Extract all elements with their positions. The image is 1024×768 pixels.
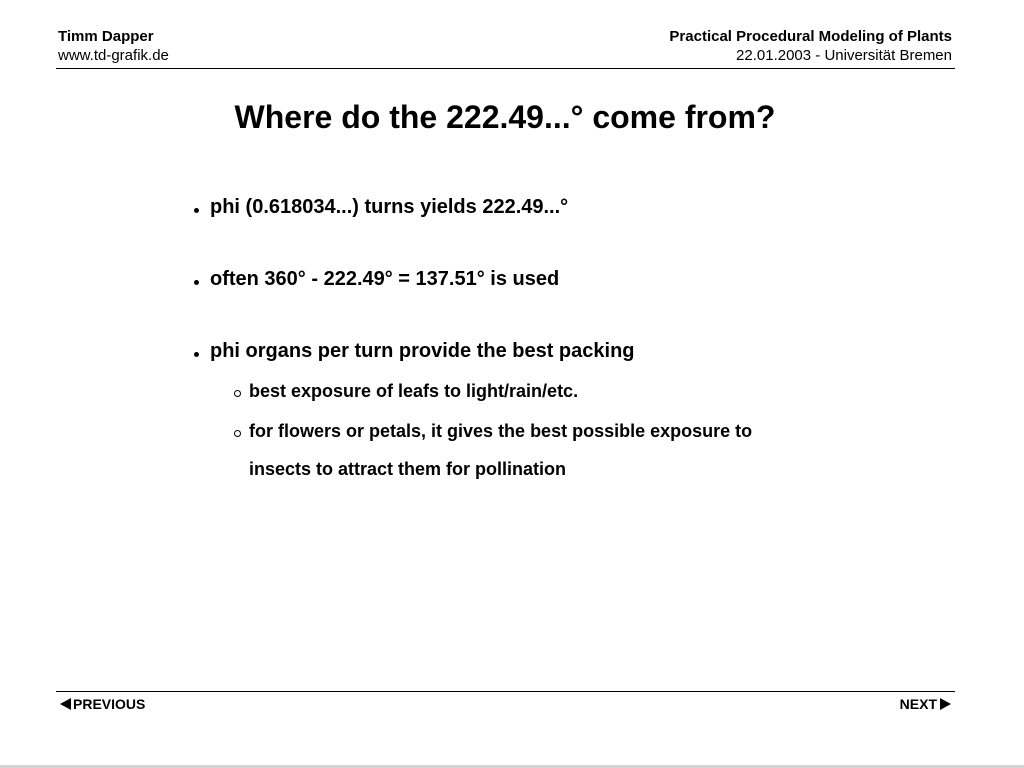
talk-title: Practical Procedural Modeling of Plants <box>669 28 952 45</box>
bullet-item <box>210 266 559 292</box>
previous-button[interactable] <box>60 695 145 713</box>
sub-bullet-text: best exposure of leafs to light/rain/etc. <box>249 381 579 401</box>
bullet-item <box>210 194 568 220</box>
previous-label: PREVIOUS <box>73 696 146 712</box>
sub-bullet-text: for flowers or petals, it gives the best possible exposure to <box>249 421 753 441</box>
sub-bullet-circle-icon <box>234 390 241 397</box>
sub-bullet-item <box>249 372 578 410</box>
bullet-text: phi organs per turn provide the best packing <box>210 340 635 362</box>
bullet-item <box>210 338 635 364</box>
sub-bullet-item <box>249 412 752 450</box>
header-right <box>669 27 952 65</box>
bullet-dot-icon <box>194 352 199 357</box>
triangle-right-icon <box>940 698 951 710</box>
header-divider <box>56 68 955 69</box>
sub-bullet-text: insects to attract them for pollination <box>249 459 567 479</box>
sub-bullet-continuation <box>249 450 566 488</box>
triangle-left-icon <box>60 698 71 710</box>
talk-date-venue: 22.01.2003 - Universität Bremen <box>736 47 952 64</box>
footer-divider <box>56 691 955 692</box>
next-button[interactable] <box>900 695 951 713</box>
bullet-dot-icon <box>194 280 199 285</box>
sub-bullet-circle-icon <box>234 430 241 437</box>
bullet-text: phi (0.618034...) turns yields 222.49...° <box>210 196 569 218</box>
author-website: www.td-grafik.de <box>58 47 169 64</box>
bullet-dot-icon <box>194 208 199 213</box>
next-label: NEXT <box>899 696 937 712</box>
slide-title: Where do the 222.49...° come from? <box>234 99 776 135</box>
author-name: Timm Dapper <box>58 28 154 45</box>
header-left <box>58 27 169 65</box>
bullet-text: often 360° - 222.49° = 137.51° is used <box>210 268 560 290</box>
